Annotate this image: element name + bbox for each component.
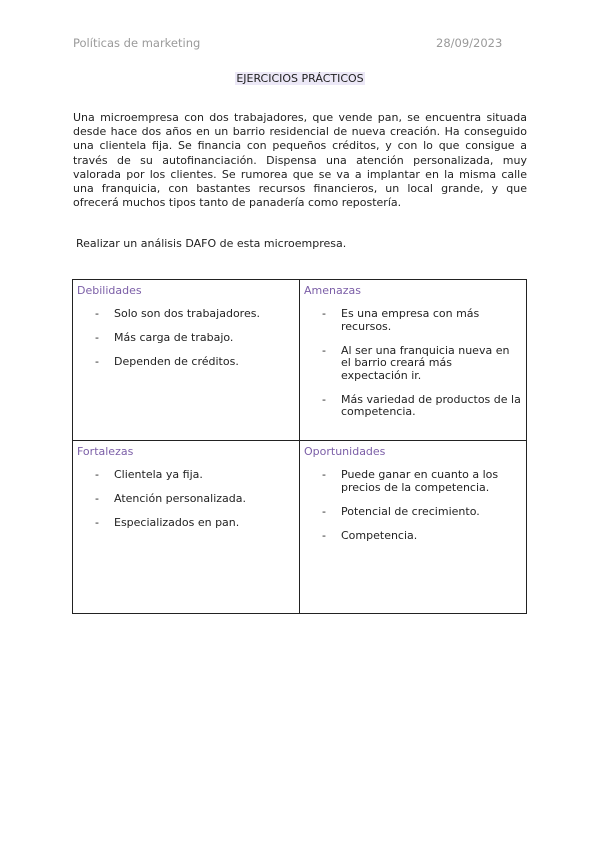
dafo-oportunidades-cell (300, 441, 527, 614)
amenazas-list (304, 308, 522, 419)
fortalezas-list (77, 469, 295, 530)
amenazas-title: Amenazas (304, 284, 361, 297)
list-item-text: Atención personalizada. (114, 492, 246, 505)
list-item (77, 493, 295, 506)
list-item (77, 356, 295, 369)
list-item (304, 506, 522, 519)
dafo-debilidades-cell (73, 280, 300, 441)
list-item (304, 345, 522, 383)
dafo-amenazas-cell (300, 280, 527, 441)
debilidades-list (77, 308, 295, 369)
list-item (77, 517, 295, 530)
list-item (77, 469, 295, 482)
dafo-table (72, 279, 527, 614)
list-item-text: Potencial de crecimiento. (341, 504, 480, 518)
list-item-text: Clientela ya fija. (114, 468, 203, 481)
bullet-dash: - (322, 528, 326, 542)
bullet-dash: - (95, 355, 99, 368)
header-subject: Políticas de marketing (73, 36, 201, 50)
list-item (304, 394, 522, 419)
list-item-text: Dependen de créditos. (114, 355, 239, 368)
bullet-dash: - (322, 392, 326, 406)
list-item-text: Más variedad de productos de la competencia. (341, 392, 521, 418)
debilidades-title: Debilidades (77, 284, 142, 297)
list-item-text: Al ser una franquicia nueva en el barrio creará más expectación ir. (341, 343, 510, 382)
list-item-text: Solo son dos trabajadores. (114, 307, 260, 320)
list-item (304, 308, 522, 333)
dafo-fortalezas-cell (73, 441, 300, 614)
list-item (77, 308, 295, 321)
list-item-text: Competencia. (341, 528, 418, 542)
task-instruction: Realizar un análisis DAFO de esta microempresa. (76, 237, 347, 250)
list-item-text: Es una empresa con más recursos. (341, 307, 480, 333)
bullet-dash: - (322, 343, 326, 357)
bullet-dash: - (95, 307, 99, 320)
header-date: 28/09/2023 (436, 36, 503, 50)
oportunidades-list (304, 469, 522, 542)
list-item-text: Especializados en pan. (114, 516, 240, 529)
oportunidades-title: Oportunidades (304, 445, 386, 458)
bullet-dash: - (95, 492, 99, 505)
bullet-dash: - (322, 468, 326, 481)
page-title-text: EJERCICIOS PRÁCTICOS (236, 72, 364, 85)
list-item (304, 469, 522, 494)
bullet-dash: - (322, 504, 326, 518)
list-item-text: Más carga de trabajo. (114, 331, 234, 344)
bullet-dash: - (95, 516, 99, 529)
list-item-text: Puede ganar en cuanto a los precios de la competencia. (341, 468, 499, 494)
list-item (77, 332, 295, 345)
bullet-dash: - (322, 307, 326, 320)
fortalezas-title: Fortalezas (77, 445, 134, 458)
intro-paragraph: Una microempresa con dos trabajadores, que vende pan, se encuentra situada desde hace dos años en un barrio residencial de nueva creación. Ha conseguido una clientela fija. Se financia con pequeños créditos, y con lo que consigue a través de su autofinanciación. Dispensa una atención personalizada, muy valorada por los clientes. Se rumorea que se va a implantar en la misma calle una franquicia, con bastantes recursos financieros, un local grande, y que ofrecerá muchos tipos tanto de panadería como repostería. (73, 111, 527, 210)
list-item (304, 530, 522, 543)
bullet-dash: - (95, 331, 99, 344)
bullet-dash: - (95, 468, 99, 481)
page-title (0, 72, 600, 85)
